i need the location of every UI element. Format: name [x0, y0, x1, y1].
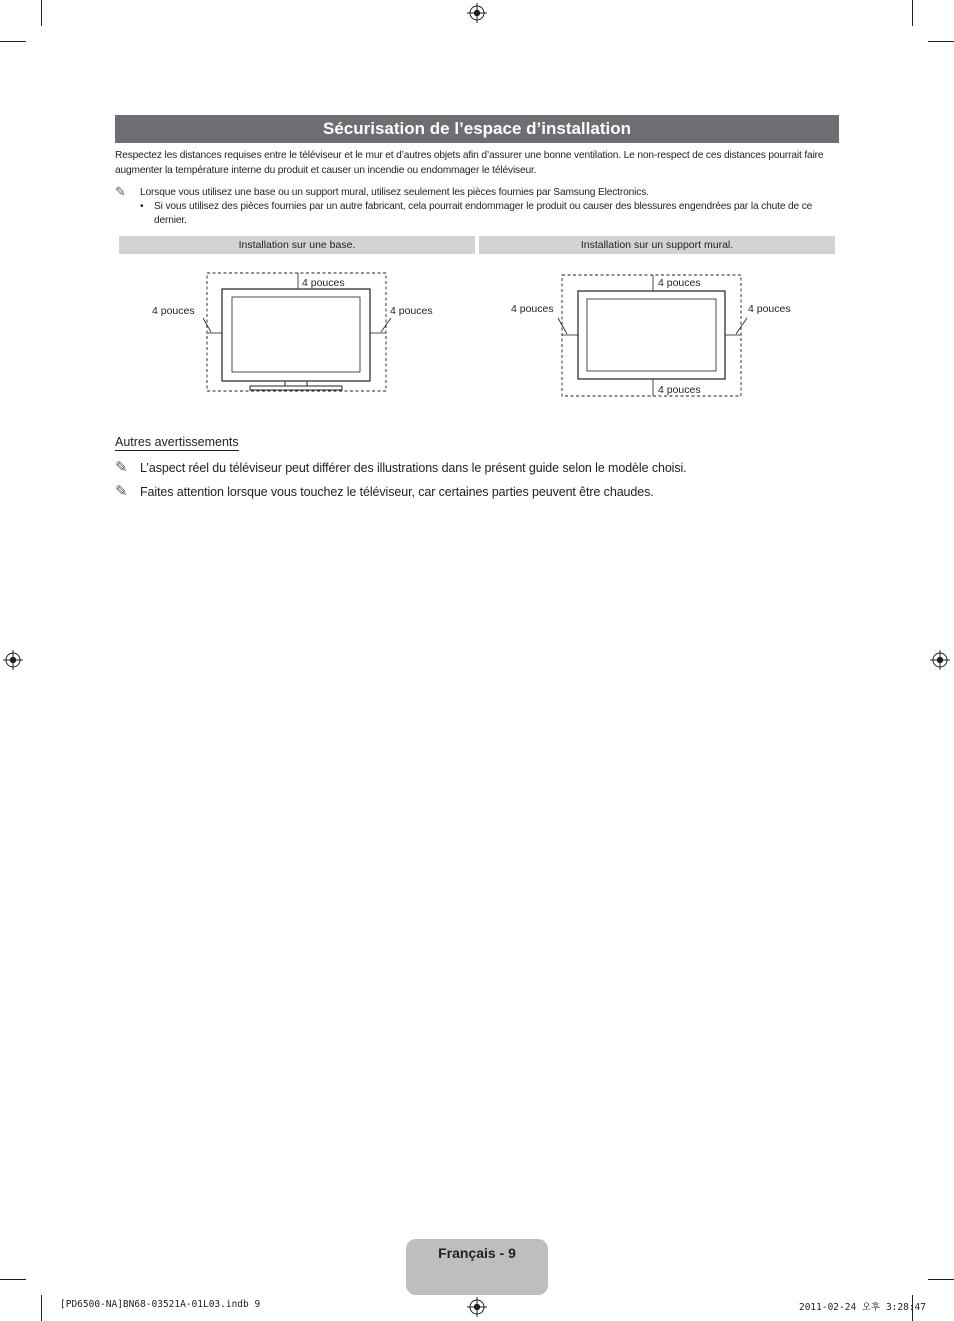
wall-installation-diagram [511, 275, 791, 396]
note-text: Lorsque vous utilisez une base ou un support mural, utilisez seulement les pièces fournies par Samsung Electronics. [140, 187, 649, 198]
tv-frame [578, 291, 725, 379]
wall-right-label: 4 pouces [748, 303, 791, 315]
bullet-text: Si vous utilisez des pièces fournies par un autre fabricant, cela pourrait endommager le produit ou causer des blessures engendrées par la chute de ce dernier. [154, 201, 813, 226]
leader-line [558, 318, 567, 334]
tv-frame [222, 289, 370, 381]
slug-timestamp: 2011-02-24 오후 3:28:47 [798, 1302, 926, 1313]
registration-mark-icon [930, 650, 950, 670]
page-number: Français - 9 [438, 1245, 516, 1261]
warning-item [115, 460, 839, 476]
pencil-note-icon: ✎ [115, 185, 126, 200]
crop-mark [928, 1279, 954, 1280]
other-warnings-heading: Autres avertissements [115, 435, 239, 449]
stand-left-label: 4 pouces [152, 305, 195, 317]
wall-top-label: 4 pouces [658, 277, 701, 289]
crop-mark [0, 1279, 26, 1280]
wall-diagram-header: Installation sur un support mural. [479, 236, 835, 254]
leader-line [736, 318, 747, 334]
clearance-diagrams [115, 258, 839, 408]
registration-mark-icon [467, 1297, 487, 1317]
warning-text: L’aspect réel du téléviseur peut différer des illustrations dans le présent guide selon le modèle choisi. [140, 461, 687, 475]
crop-mark [41, 0, 42, 26]
crop-mark [928, 41, 954, 42]
tv-stand-base [250, 386, 342, 390]
registration-mark-icon [3, 650, 23, 670]
crop-mark [912, 0, 913, 26]
warning-item [115, 484, 839, 500]
bullet-icon: • [140, 201, 144, 212]
intro-paragraph: Respectez les distances requises entre le téléviseur et le mur et d’autres objets afin d’assurer une bonne ventilation. Le non-respect de ces distances pourrait faire augmenter la température interne du produit et causer un incendie ou endommager le téléviseur. [115, 150, 824, 176]
crop-mark [0, 41, 26, 42]
wall-bottom-label: 4 pouces [658, 384, 701, 396]
slug-file-info: [PD6500-NA]BN68-03521A-01L03.indb 9 [60, 1299, 261, 1310]
stand-diagram-header: Installation sur une base. [119, 236, 475, 254]
stand-installation-diagram [152, 273, 433, 391]
wall-left-label: 4 pouces [511, 303, 554, 315]
pencil-note-icon: ✎ [115, 482, 128, 500]
crop-mark [41, 1295, 42, 1321]
note [115, 185, 839, 200]
registration-mark-icon [467, 3, 487, 23]
stand-right-label: 4 pouces [390, 305, 433, 317]
stand-top-label: 4 pouces [302, 277, 345, 289]
warning-text: Faites attention lorsque vous touchez le téléviseur, car certaines parties peuvent être chaudes. [140, 485, 654, 499]
pencil-note-icon: ✎ [115, 458, 128, 476]
section-title: Sécurisation de l’espace d’installation [115, 115, 839, 143]
